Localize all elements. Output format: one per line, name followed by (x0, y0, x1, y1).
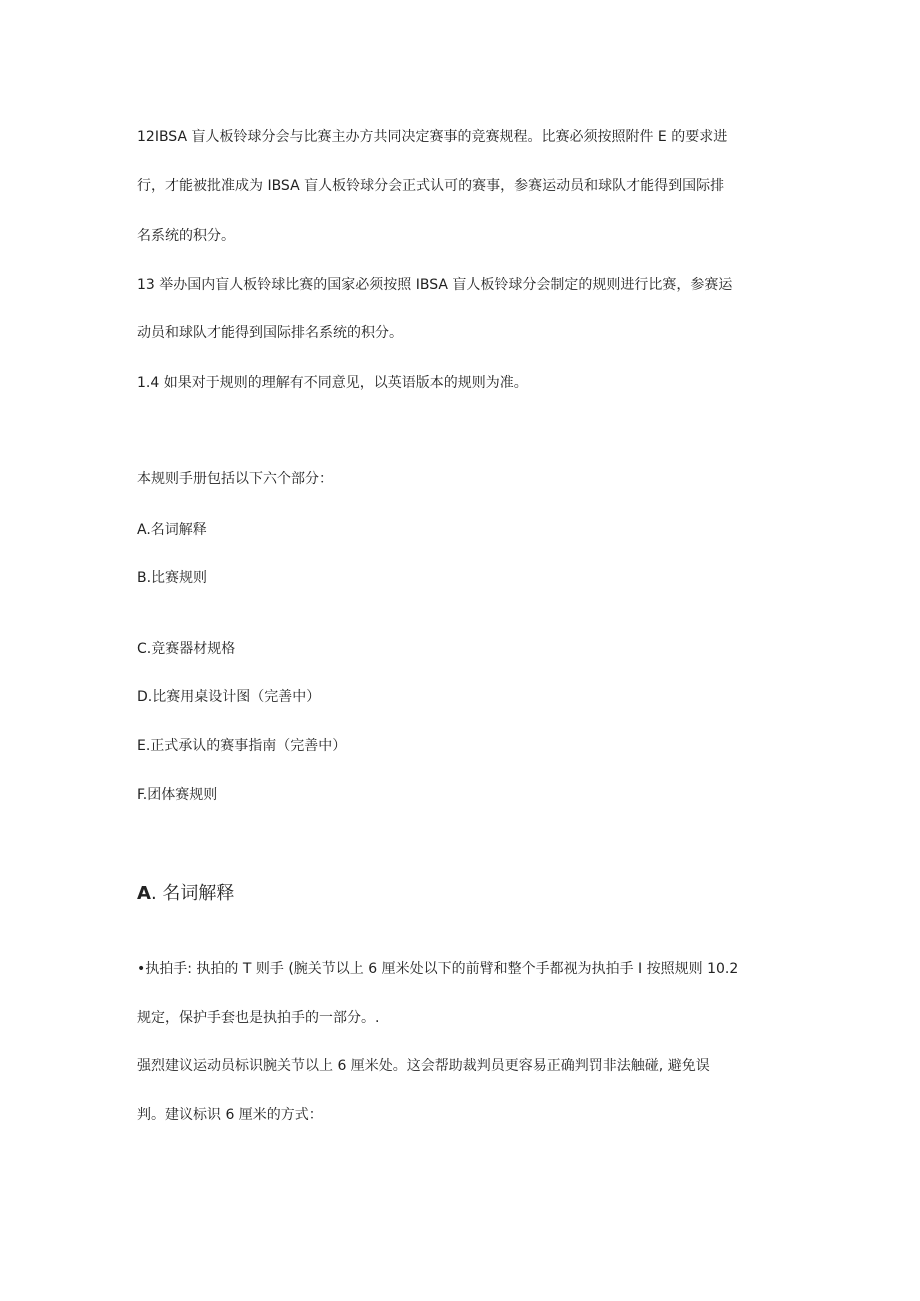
paragraph-1-2-line-1: 12IBSA 盲人板铃球分会与比赛主办方共同决定赛事的竞赛规程。比赛必须按照附件 E 的要求进 (137, 129, 728, 145)
bat-hand-definition-line-1: •执拍手: 执拍的 T 则手 (腕关节以上 6 厘米处以下的前臂和整个手都视为执拍手 I 按照规则 10.2 (137, 961, 739, 977)
bat-hand-definition-line-2: 规定，保护手套也是执拍手的一部分。. (137, 1010, 380, 1026)
part-item-b: B.比赛规则 (137, 570, 208, 586)
section-a-title: . 名词解释 (150, 883, 235, 904)
paragraph-1-4: 1.4 如果对于规则的理解有不同意见，以英语版本的规则为准。 (137, 375, 528, 391)
part-item-e: E.正式承认的赛事指南（完善中） (137, 738, 347, 754)
parts-intro: 本规则手册包括以下六个部分： (137, 471, 333, 487)
section-a-heading (137, 882, 234, 906)
section-a-letter: A (137, 883, 151, 904)
part-item-c: C.竞赛器材规格 (137, 641, 236, 657)
recommendation-line-1: 强烈建议运动员标识腕关节以上 6 厘米处。这会帮助裁判员更容易正确判罚非法触碰, 避免误 (137, 1058, 710, 1074)
part-item-d: D.比赛用桌设计图（完善中） (137, 689, 321, 705)
part-item-a: A.名词解释 (137, 522, 207, 538)
paragraph-1-2-line-2: 行，才能被批准成为 IBSA 盲人板铃球分会正式认可的赛事，参赛运动员和球队才能得到国际排 (137, 178, 725, 194)
paragraph-1-3-line-1: 13 举办国内盲人板铃球比赛的国家必须按照 IBSA 盲人板铃球分会制定的规则进行比赛，参赛运 (137, 277, 733, 293)
recommendation-line-2: 判。建议标识 6 厘米的方式： (137, 1107, 323, 1123)
paragraph-1-2-line-3: 名系统的积分。 (137, 228, 235, 244)
paragraph-1-3-line-2: 动员和球队才能得到国际排名系统的积分。 (137, 325, 403, 341)
part-item-f: F.团体赛规则 (137, 787, 218, 803)
